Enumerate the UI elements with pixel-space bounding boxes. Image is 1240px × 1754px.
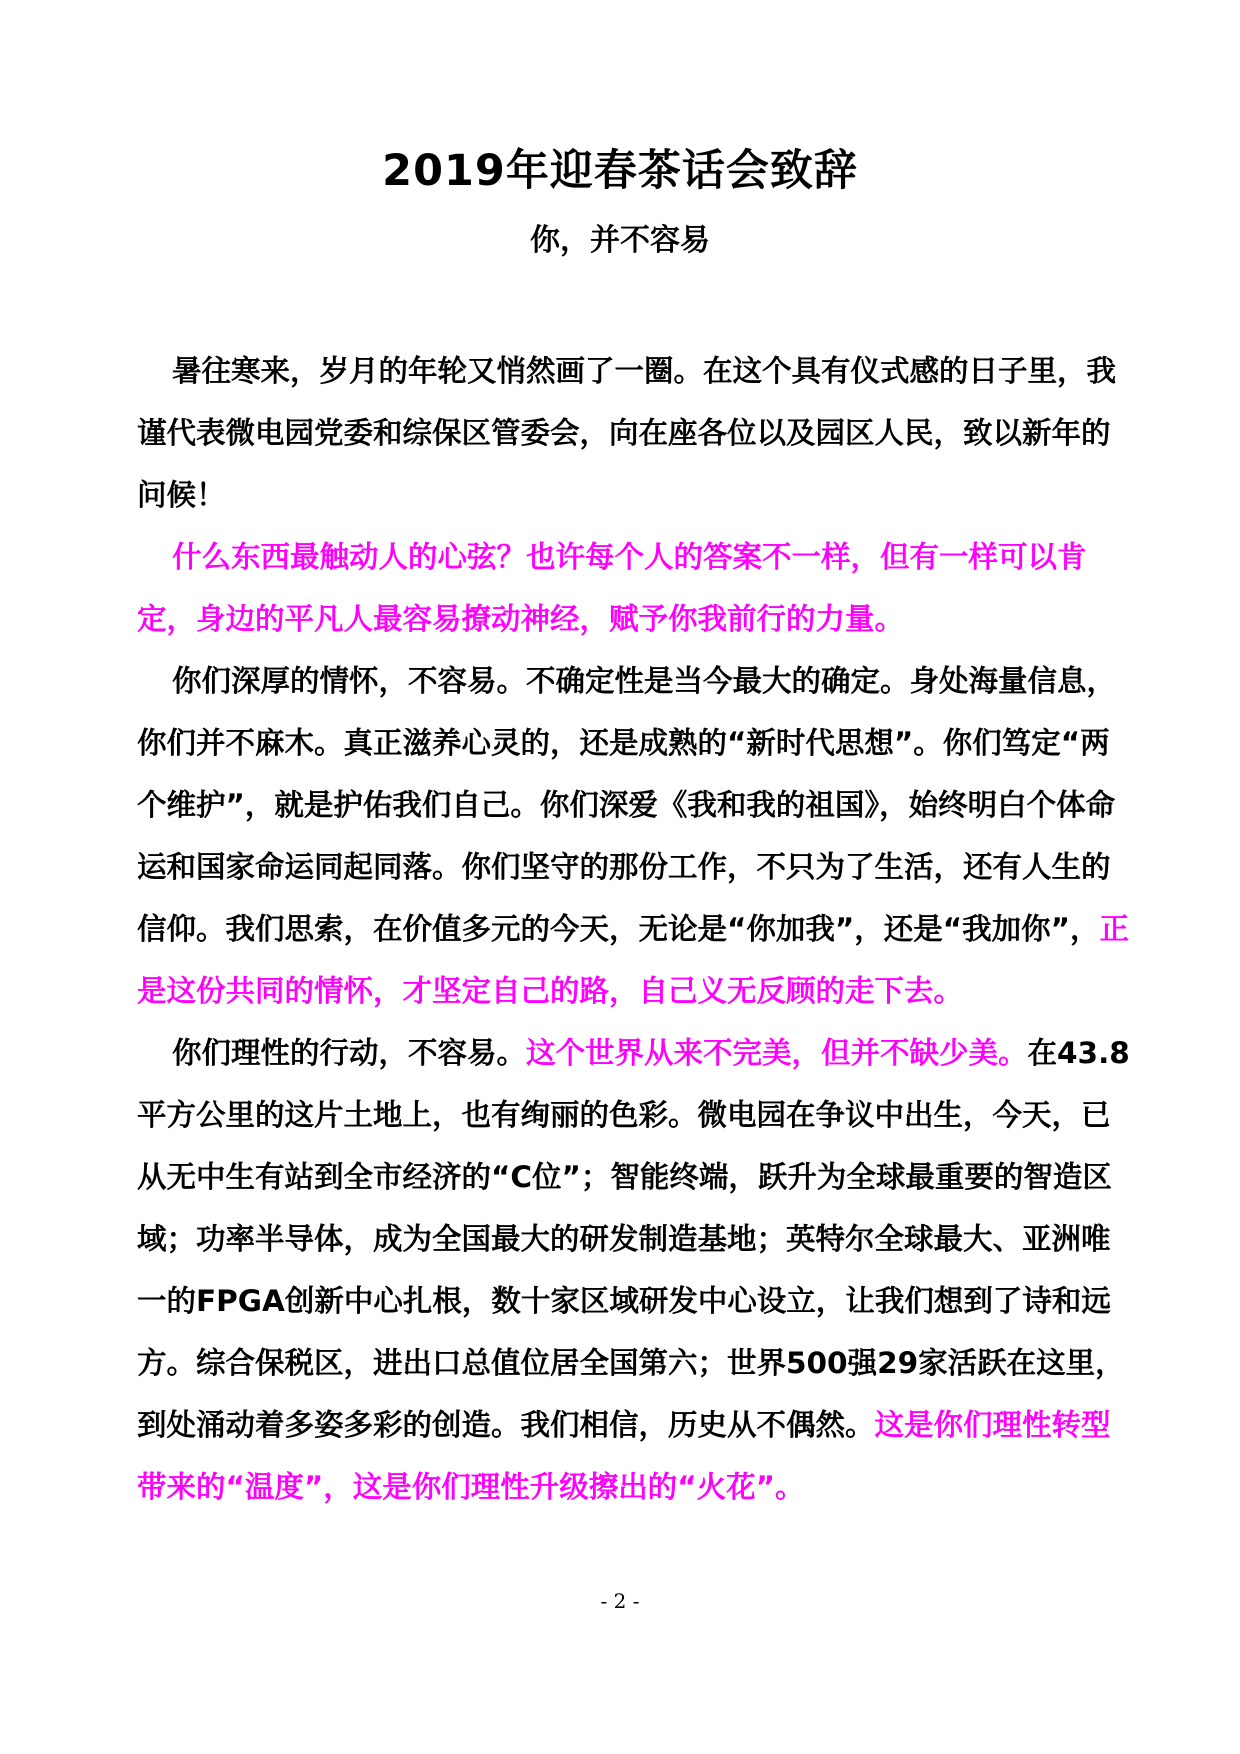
paragraph-3 [137,650,1137,1022]
paragraph-3-text: 你们深厚的情怀，不容易。不确定性是当今最大的确定。身处海量信息，你们并不麻木。真正滋养心灵的，还是成熟的“新时代思想”。你们笃定“两个维护”，就是护佑我们自己。你们深爱《我和我的祖国》，始终明白个体命运和国家命运同起同落。你们坚守的那份工作，不只为了生活，还有人生的信仰。我们思索，在价值多元的今天，无论是“你加我”，还是“我加你”， [137,664,1117,946]
paragraph-1-text: 暑往寒来，岁月的年轮又悄然画了一圈。在这个具有仪式感的日子里，我谨代表微电园党委和综保区管委会，向在座各位以及园区人民，致以新年的问候！ [137,354,1117,512]
document-title: 2019年迎春茶话会致辞 [382,146,858,196]
paragraph-2-highlight: 什么东西最触动人的心弦？也许每个人的答案不一样，但有一样可以肯定，身边的平凡人最容易撩动神经，赋予你我前行的力量。 [137,540,1087,636]
paragraph-4-highlight-2: 这是你们理性转型带来的“温度”，这是你们理性升级擦出的“火花”。 [137,1408,1111,1504]
paragraph-1 [137,340,1137,526]
document-subtitle: 你，并不容易 [530,223,710,258]
paragraph-3-highlight: 正是这份共同的情怀，才坚定自己的路，自己义无反顾的走下去。 [137,912,1130,1008]
page-number: - 2 - [600,1589,640,1613]
document-body [137,340,1137,1518]
paragraph-4-lead: 你们理性的行动，不容易。 [172,1036,527,1070]
paragraph-4 [137,1022,1137,1518]
paragraph-4-text: 在43.8平方公里的这片土地上，也有绚丽的色彩。微电园在争议中出生，今天，已从无中生有站到全市经济的“C位”；智能终端，跃升为全球最重要的智造区域；功率半导体，成为全国最大的研发制造基地；英特尔全球最大、亚洲唯一的FPGA创新中心扎根，数十家区域研发中心设立，让我们想到了诗和远方。综合保税区，进出口总值位居全国第六；世界500强29家活跃在这里，到处涌动着多姿多彩的创造。我们相信，历史从不偶然。 [137,1036,1130,1442]
paragraph-2 [137,526,1137,650]
paragraph-4-highlight-1: 这个世界从来不完美，但并不缺少美。 [526,1036,1028,1070]
